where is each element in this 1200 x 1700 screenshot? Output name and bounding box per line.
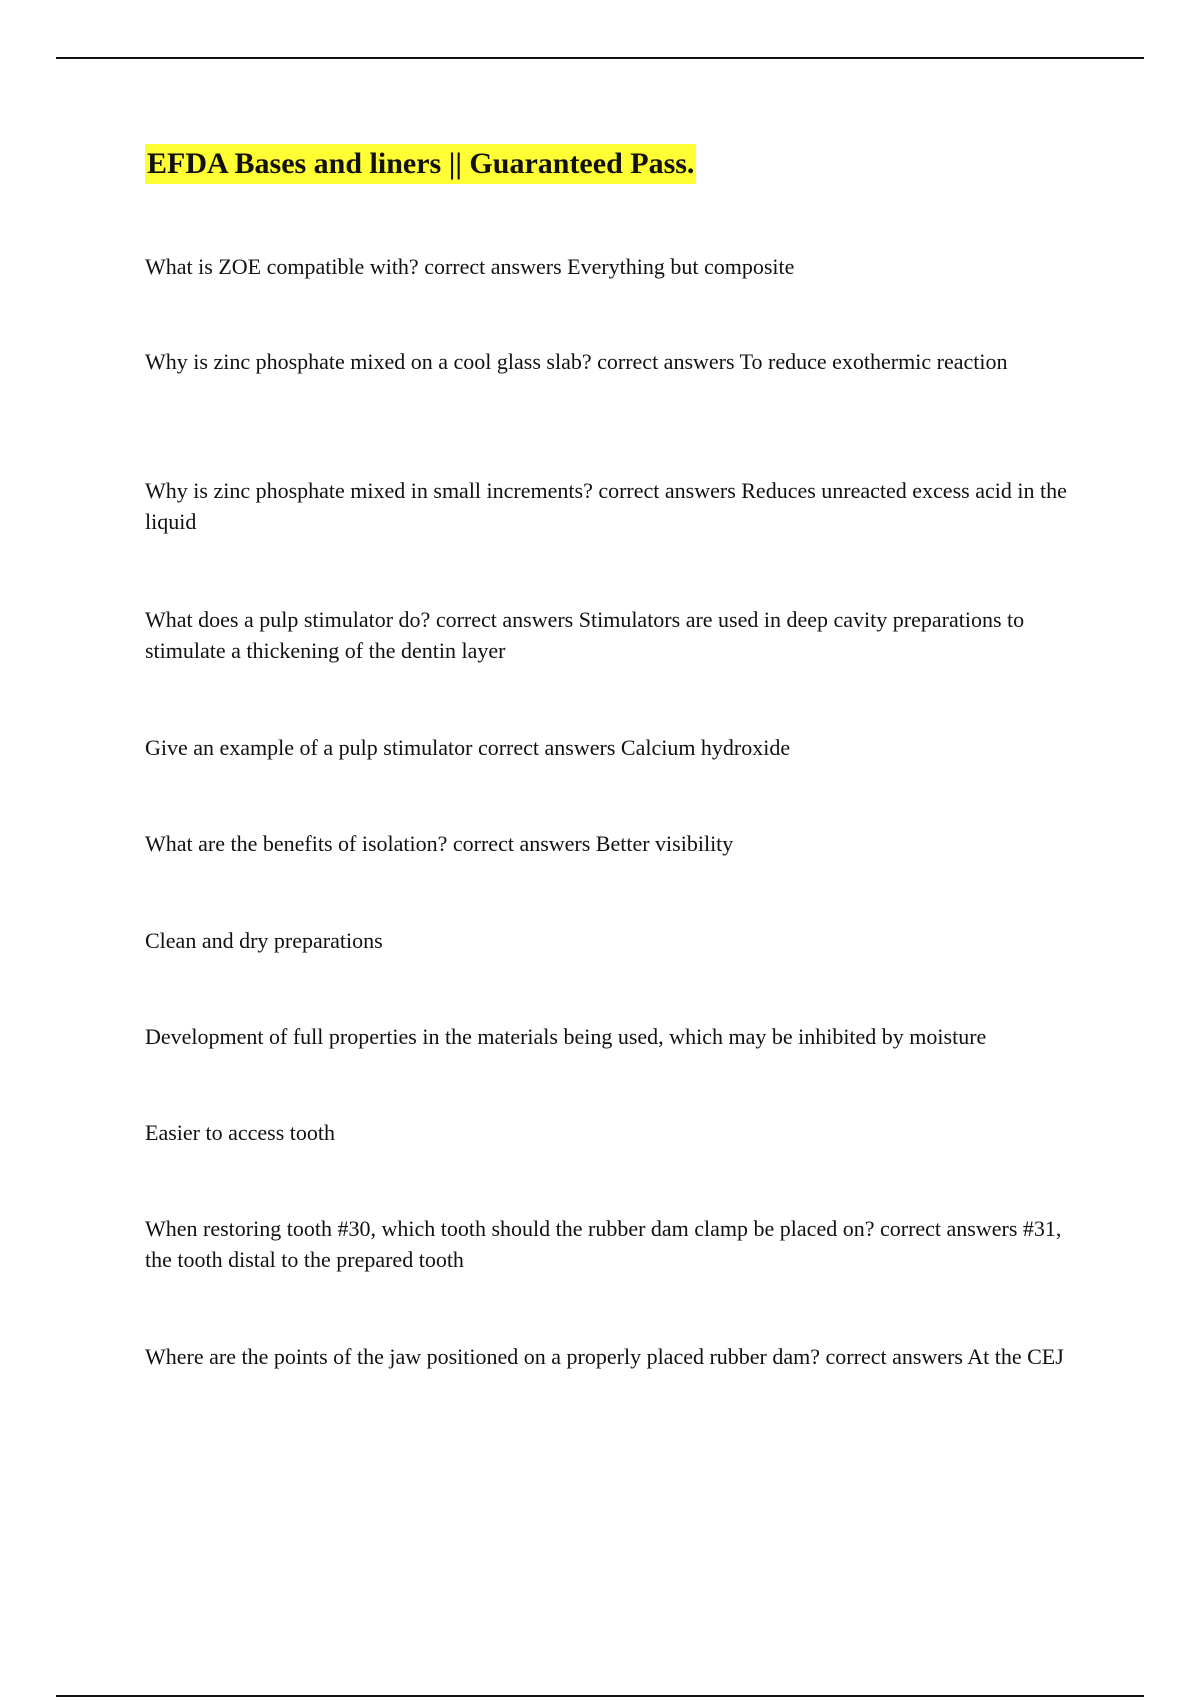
- qa-paragraph-6: What are the benefits of isolation? correct answers Better visibility: [145, 831, 734, 856]
- qa-paragraph-1: What is ZOE compatible with? correct answers Everything but composite: [145, 254, 795, 279]
- qa-paragraph-10: When restoring tooth #30, which tooth should the rubber dam clamp be placed on? correct answers #31, the tooth distal to the prepared tooth: [145, 1216, 1062, 1272]
- qa-paragraph-4: What does a pulp stimulator do? correct answers Stimulators are used in deep cavity preparations to stimulate a thickening of the dentin layer: [145, 607, 1025, 663]
- qa-paragraph-11: Where are the points of the jaw positioned on a properly placed rubber dam? correct answers At the CEJ: [145, 1344, 1064, 1369]
- footer-rule: [56, 1695, 1144, 1697]
- document-title: EFDA Bases and liners || Guaranteed Pass.: [145, 144, 696, 184]
- qa-paragraph-9: Easier to access tooth: [145, 1120, 335, 1145]
- qa-paragraph-7: Clean and dry preparations: [145, 928, 383, 953]
- header-rule: [56, 57, 1144, 59]
- qa-paragraph-2: Why is zinc phosphate mixed on a cool glass slab? correct answers To reduce exothermic reaction: [145, 349, 1008, 374]
- qa-paragraph-8: Development of full properties in the materials being used, which may be inhibited by moisture: [145, 1024, 987, 1049]
- qa-paragraph-5: Give an example of a pulp stimulator correct answers Calcium hydroxide: [145, 735, 791, 760]
- qa-paragraph-3: Why is zinc phosphate mixed in small increments? correct answers Reduces unreacted excess acid in the liquid: [145, 478, 1067, 534]
